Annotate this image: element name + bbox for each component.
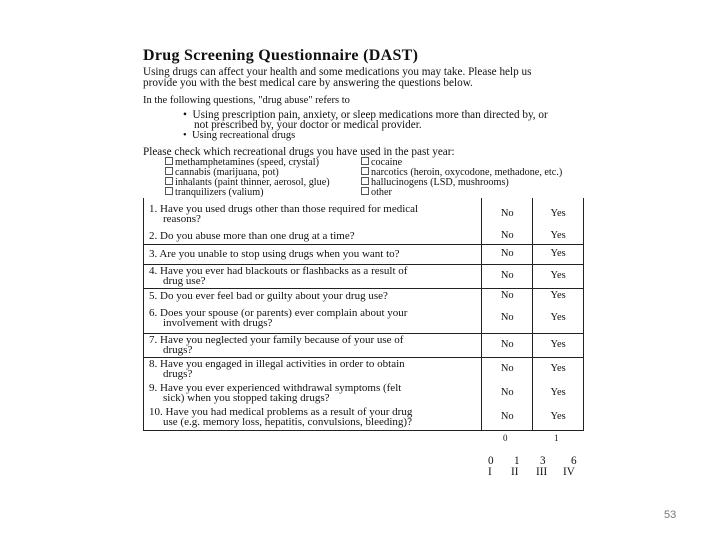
answer-no[interactable]: No bbox=[482, 244, 533, 264]
bullet-1: • Using prescription pain, anxiety, or sleep medications more than directed by, or bbox=[183, 109, 548, 121]
answer-yes[interactable]: Yes bbox=[533, 264, 584, 288]
question-line: 9. Have you ever experienced withdrawal symptoms (felt bbox=[149, 382, 402, 394]
checkbox[interactable] bbox=[165, 187, 173, 195]
bullet-2: • Using recreational drugs bbox=[183, 130, 296, 141]
answer-no[interactable]: No bbox=[482, 405, 533, 430]
question-row bbox=[144, 333, 584, 357]
answer-yes[interactable]: Yes bbox=[533, 198, 584, 229]
level-1: I bbox=[488, 466, 492, 478]
option-label: inhalants (paint thinner, aerosol, glue) bbox=[175, 177, 330, 188]
drug-option-tranquilizers[interactable] bbox=[165, 187, 264, 199]
answer-no[interactable]: No bbox=[482, 333, 533, 357]
question-line: 5. Do you ever feel bad or guilty about your drug use? bbox=[149, 289, 388, 302]
answer-no[interactable]: No bbox=[482, 264, 533, 288]
question-line: 7. Have you neglected your family because of your use of bbox=[149, 334, 404, 346]
question-line: 6. Does your spouse (or parents) ever complain about your bbox=[149, 306, 408, 319]
bullet-1-cont: not prescribed by, your doctor or medical provider. bbox=[194, 119, 422, 131]
question-line: 10. Have you had medical problems as a result of your drug bbox=[149, 406, 413, 419]
question-row bbox=[144, 381, 584, 405]
question-row bbox=[144, 357, 584, 381]
checkbox[interactable] bbox=[361, 187, 369, 195]
question-text bbox=[144, 357, 482, 381]
check-prompt: Please check which recreational drugs you have used in the past year: bbox=[143, 146, 455, 158]
question-row bbox=[144, 198, 584, 229]
option-label: cannabis (marijuana, pot) bbox=[175, 167, 279, 178]
question-text bbox=[144, 381, 482, 405]
answer-yes[interactable]: Yes bbox=[533, 381, 584, 405]
question-text bbox=[144, 303, 482, 333]
question-text bbox=[144, 229, 482, 244]
question-row bbox=[144, 244, 584, 264]
question-line: 8. Have you engaged in illegal activities in order to obtain bbox=[149, 358, 405, 371]
question-line: use (e.g. memory loss, hepatitis, convulsions, bleeding)? bbox=[163, 416, 412, 429]
bullet-text: Using recreational drugs bbox=[191, 130, 296, 141]
question-text bbox=[144, 264, 482, 288]
question-text bbox=[144, 244, 482, 264]
option-label: methamphetamines (speed, crystal) bbox=[175, 157, 319, 168]
option-label: tranquilizers (valium) bbox=[175, 187, 264, 198]
checkbox[interactable] bbox=[361, 167, 369, 175]
question-line: 4. Have you ever had blackouts or flashbacks as a result of bbox=[149, 265, 408, 277]
threshold-1: 1 bbox=[514, 455, 520, 467]
definition-lead: In the following questions, "drug abuse" refers to bbox=[143, 95, 350, 106]
answer-yes[interactable]: Yes bbox=[533, 229, 584, 244]
intro-line-1: Using drugs can affect your health and some medications you may take. Please help us bbox=[143, 66, 532, 78]
option-label: cocaine bbox=[371, 157, 403, 168]
checkbox[interactable] bbox=[165, 177, 173, 185]
answer-no[interactable]: No bbox=[482, 381, 533, 405]
question-row bbox=[144, 229, 584, 244]
question-line: 3. Are you unable to stop using drugs when you want to? bbox=[149, 248, 400, 260]
question-row bbox=[144, 288, 584, 303]
answer-no[interactable]: No bbox=[482, 357, 533, 381]
question-line: drug use? bbox=[163, 275, 206, 287]
answer-no[interactable]: No bbox=[482, 288, 533, 303]
page-number: 53 bbox=[664, 509, 677, 521]
level-2: II bbox=[511, 466, 519, 478]
checkbox[interactable] bbox=[165, 157, 173, 165]
question-text bbox=[144, 333, 482, 357]
answer-yes[interactable]: Yes bbox=[533, 288, 584, 303]
option-label: other bbox=[371, 187, 392, 198]
threshold-6: 6 bbox=[571, 455, 577, 467]
answer-no[interactable]: No bbox=[482, 198, 533, 229]
question-line: sick) when you stopped taking drugs? bbox=[163, 392, 330, 404]
option-label: hallucinogens (LSD, mushrooms) bbox=[371, 177, 509, 188]
question-line: drugs? bbox=[163, 344, 193, 356]
answer-yes[interactable]: Yes bbox=[533, 303, 584, 333]
question-line: reasons? bbox=[163, 212, 201, 225]
checkbox[interactable] bbox=[361, 177, 369, 185]
option-label: narcotics (heroin, oxycodone, methadone, etc.) bbox=[371, 167, 563, 178]
question-line: drugs? bbox=[163, 368, 193, 381]
threshold-3: 3 bbox=[540, 455, 546, 467]
question-row bbox=[144, 405, 584, 430]
bullet-text: Using prescription pain, anxiety, or sleep medications more than directed by, or bbox=[192, 109, 548, 121]
level-4: IV bbox=[563, 466, 575, 478]
answer-yes[interactable]: Yes bbox=[533, 244, 584, 264]
intro-line-2: provide you with the best medical care by answering the questions below. bbox=[143, 77, 473, 89]
question-line: involvement with drugs? bbox=[163, 316, 273, 329]
threshold-0: 0 bbox=[488, 455, 494, 467]
checkbox[interactable] bbox=[165, 167, 173, 175]
score-yes: 1 bbox=[554, 433, 559, 443]
questions-table bbox=[143, 198, 584, 431]
checkbox[interactable] bbox=[361, 157, 369, 165]
drug-option-other[interactable] bbox=[361, 187, 392, 199]
score-no: 0 bbox=[503, 433, 508, 443]
question-line: 1. Have you used drugs other than those required for medical bbox=[149, 202, 419, 215]
question-line: 2. Do you abuse more than one drug at a time? bbox=[149, 230, 355, 243]
answer-no[interactable]: No bbox=[482, 229, 533, 244]
document-title: Drug Screening Questionnaire (DAST) bbox=[143, 47, 419, 64]
question-text bbox=[144, 288, 482, 303]
answer-yes[interactable]: Yes bbox=[533, 333, 584, 357]
answer-yes[interactable]: Yes bbox=[533, 357, 584, 381]
question-text bbox=[144, 198, 482, 229]
question-text bbox=[144, 405, 482, 430]
question-row bbox=[144, 303, 584, 333]
level-3: III bbox=[536, 466, 548, 478]
answer-no[interactable]: No bbox=[482, 303, 533, 333]
answer-yes[interactable]: Yes bbox=[533, 405, 584, 430]
question-row bbox=[144, 264, 584, 288]
